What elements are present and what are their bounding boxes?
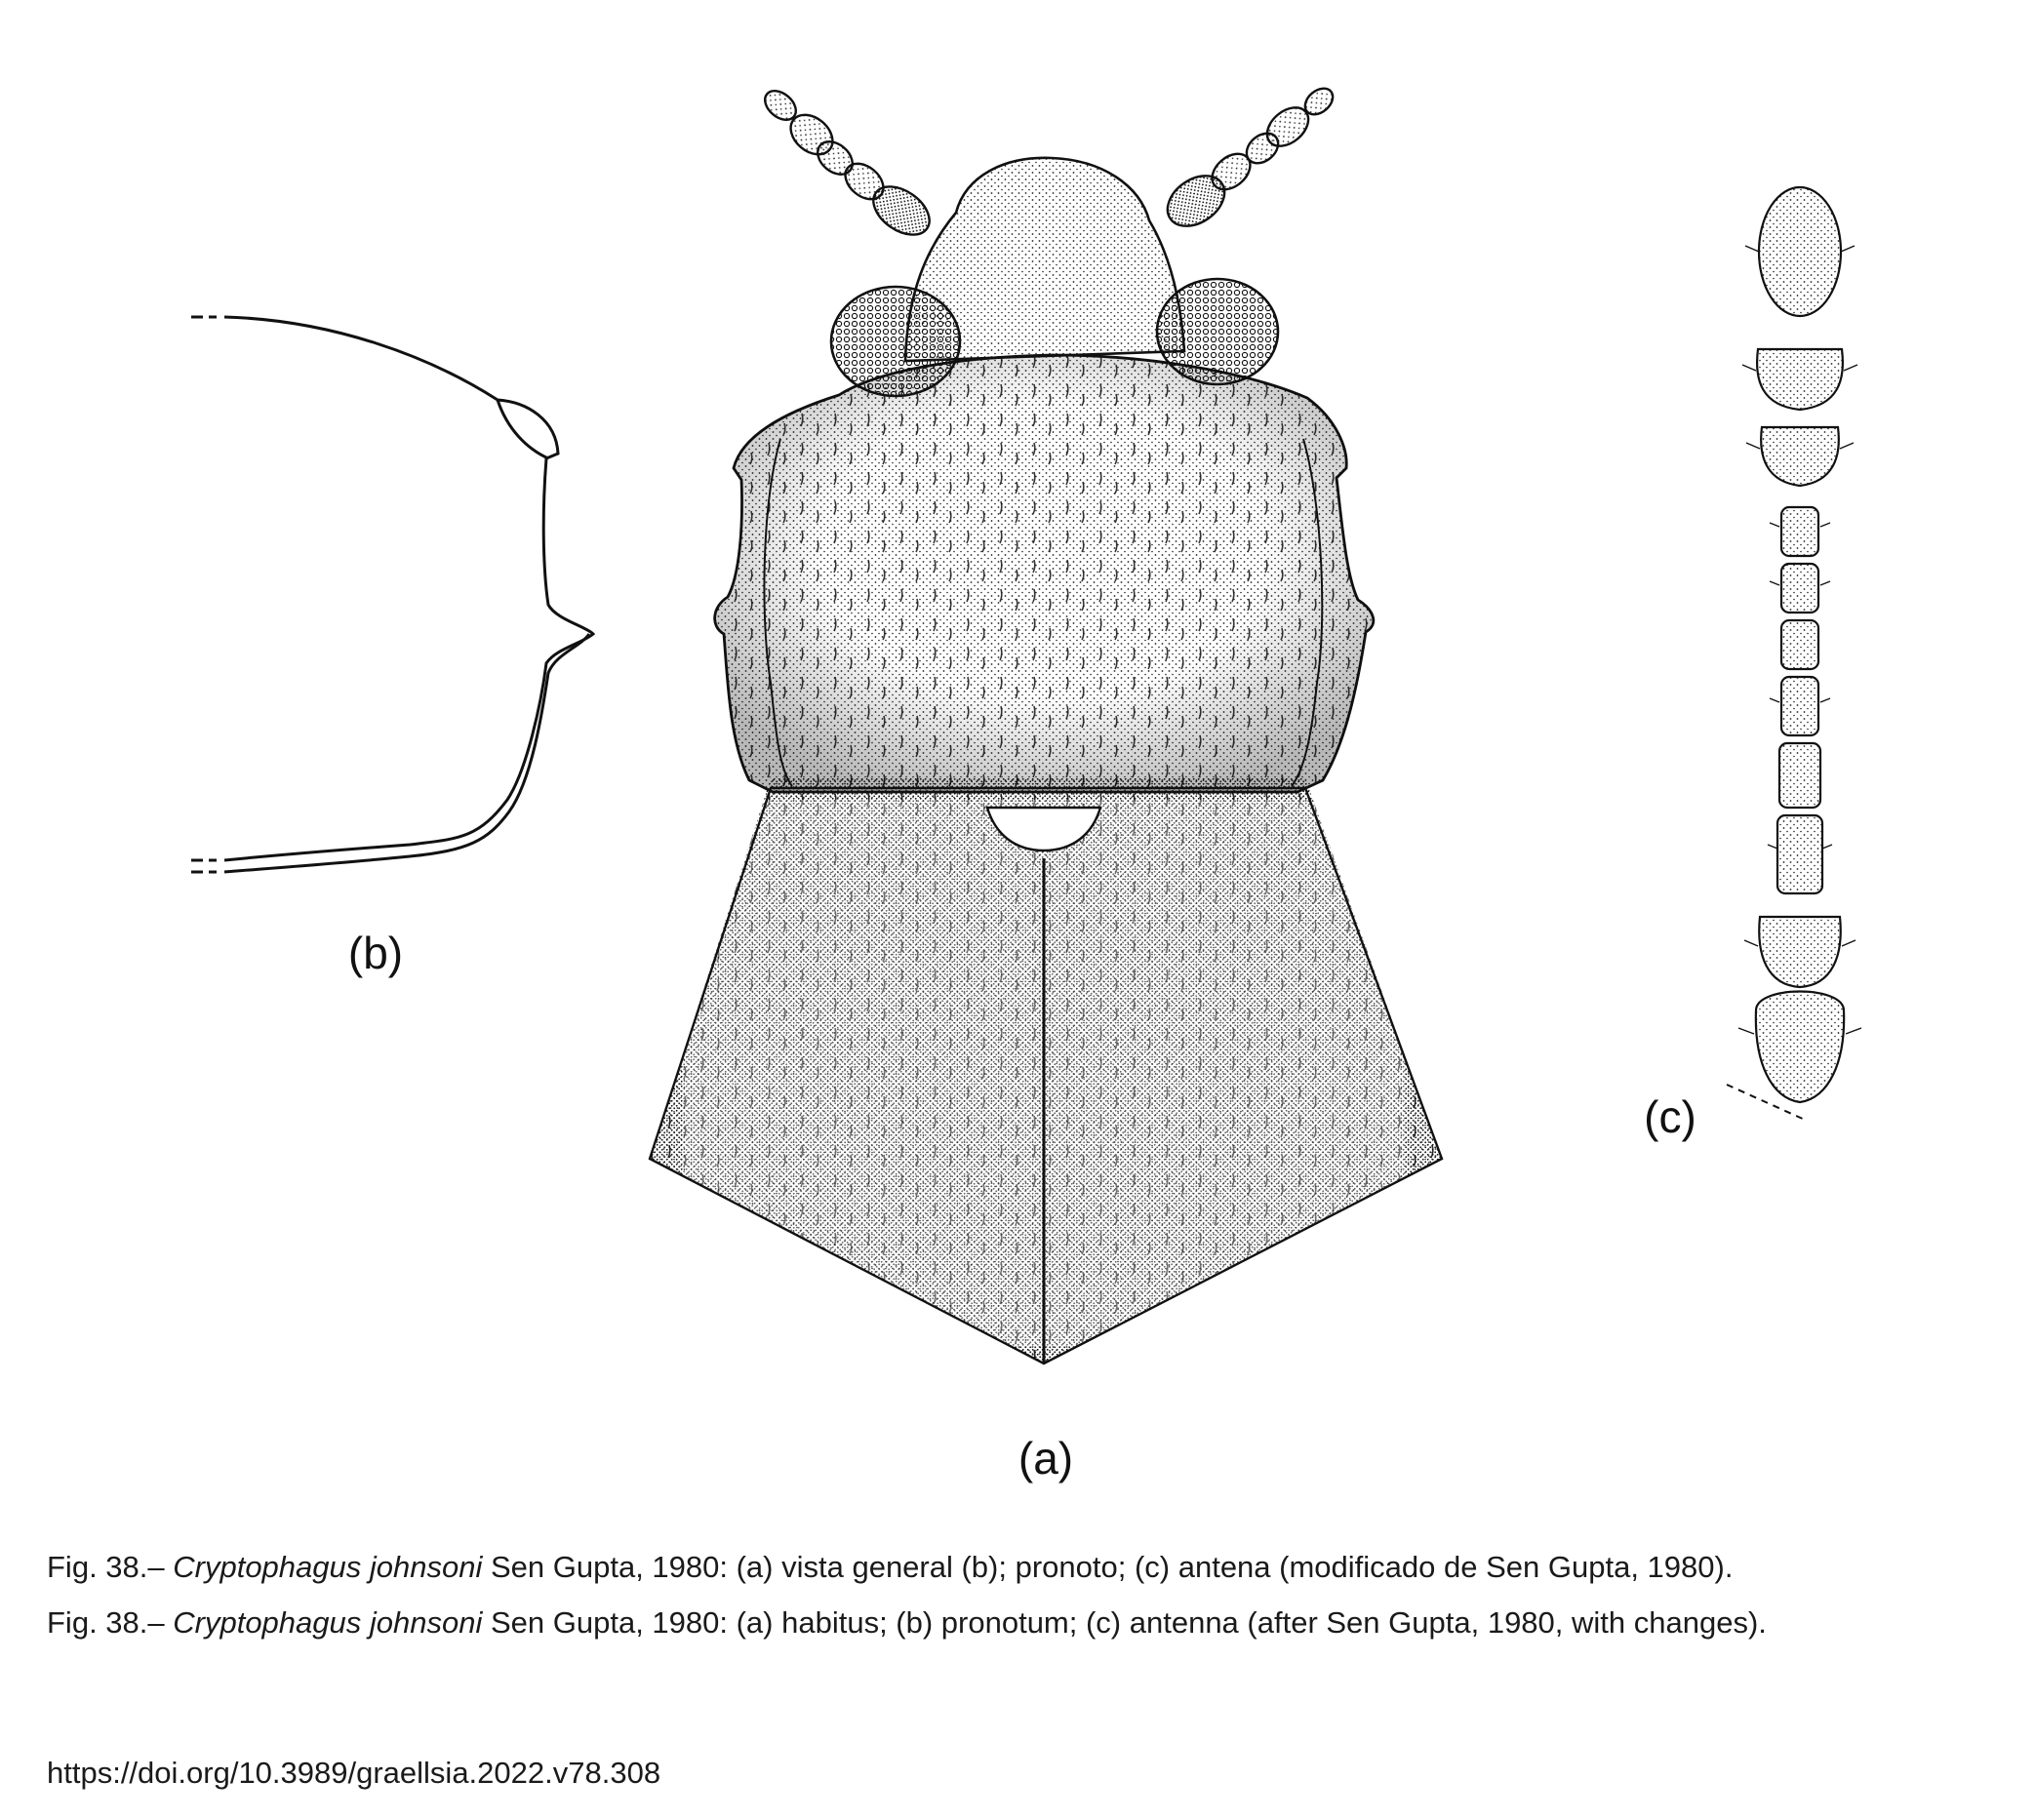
left-antenna-a	[759, 85, 938, 245]
antenna-segment-3	[1777, 815, 1822, 893]
caption-spanish	[47, 1547, 1996, 1587]
antenna-segment-2	[1759, 917, 1840, 987]
antenna-segment-4	[1779, 743, 1820, 808]
caption-en-fig-number: Fig. 38.–	[47, 1605, 174, 1640]
antenna-club-segment-9	[1761, 427, 1839, 486]
pronotum-outline-b	[191, 317, 593, 872]
antenna-club-segment-11	[1759, 187, 1841, 316]
antenna-segment-7	[1781, 564, 1818, 613]
antenna-c	[1727, 187, 1861, 1120]
panel-label-c: (c)	[1644, 1091, 1696, 1142]
panel-label-b: (b)	[347, 928, 404, 978]
panel-label-a: (a)	[1018, 1433, 1074, 1484]
figure-caption	[47, 1547, 1996, 1658]
right-antenna-a	[1158, 83, 1337, 236]
caption-english	[47, 1602, 1996, 1642]
caption-es-fig-number: Fig. 38.–	[47, 1550, 174, 1584]
antenna-segment-8	[1781, 507, 1818, 556]
habitus-a	[644, 83, 1454, 1375]
caption-en-text: Sen Gupta, 1980: (a) habitus; (b) pronotum; (c) antenna (after Sen Gupta, 1980, with changes).	[482, 1605, 1767, 1640]
antenna-club-segment-10	[1757, 349, 1843, 410]
caption-es-text: Sen Gupta, 1980: (a) vista general (b); pronoto; (c) antena (modificado de Sen Gupta, 1980).	[482, 1550, 1734, 1584]
antenna-segment-1	[1756, 992, 1844, 1103]
caption-es-species: Cryptophagus johnsoni	[173, 1550, 483, 1584]
antenna-segment-5	[1781, 677, 1818, 735]
antenna-segment-6	[1781, 620, 1818, 669]
doi-link[interactable]: https://doi.org/10.3989/graellsia.2022.v78.308	[47, 1756, 661, 1790]
caption-en-species: Cryptophagus johnsoni	[173, 1605, 483, 1640]
